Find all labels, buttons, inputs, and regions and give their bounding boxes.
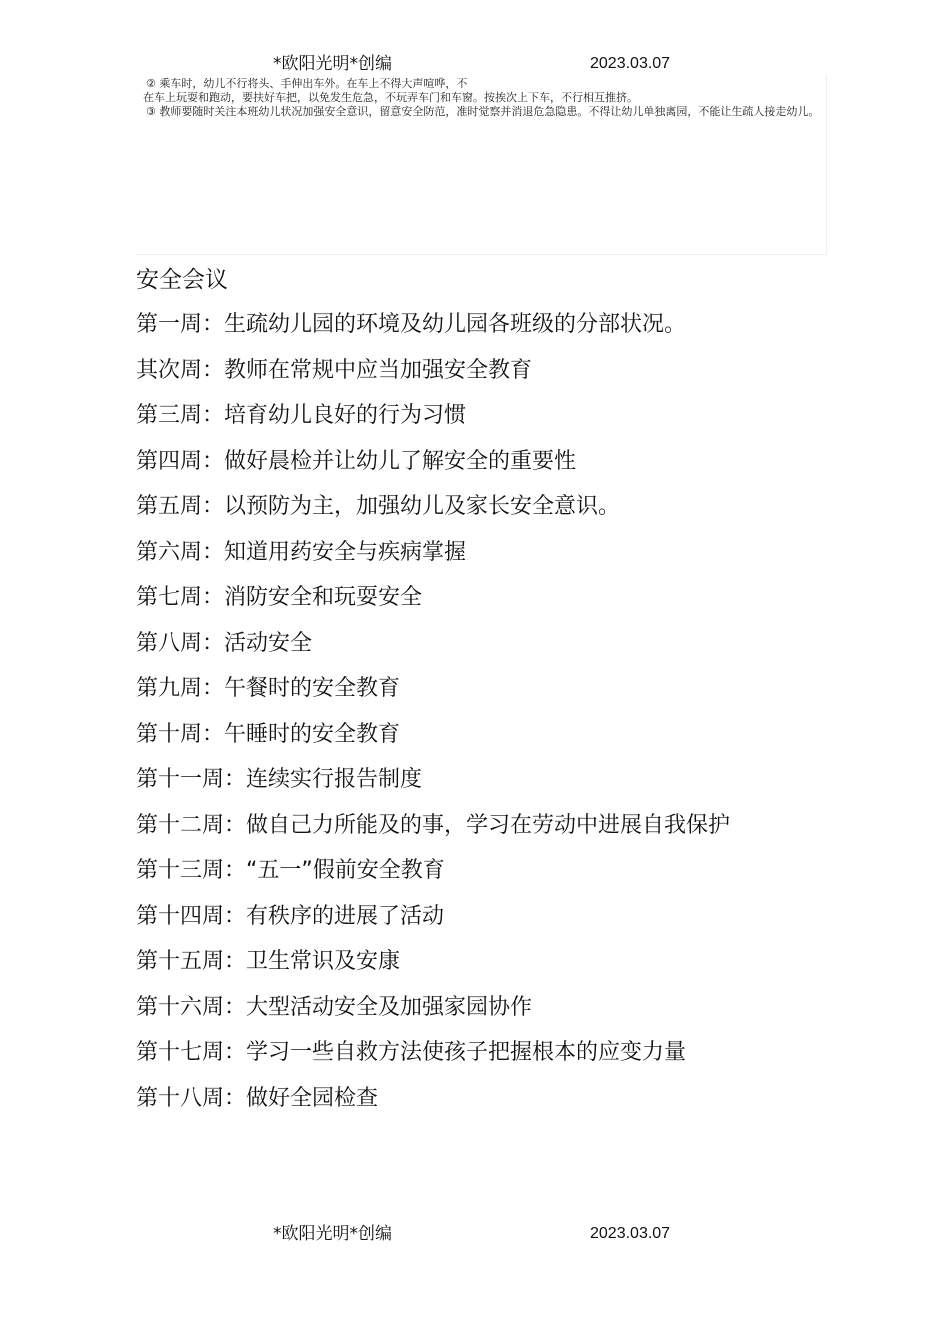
week-item-7: 第七周：消防安全和玩耍安全 <box>136 585 423 610</box>
week-item-15: 第十五周：卫生常识及安康 <box>136 949 401 974</box>
page-footer <box>0 1222 950 1246</box>
week-item-18: 第十八周：做好全园检查 <box>136 1085 379 1111</box>
note-line: 在车上玩耍和跑动，要扶好车把，以免发生危急，不玩弄车门和车窗。按挨次上下车，不行相互推挤。 <box>143 91 638 104</box>
note-line: ② 乘车时，幼儿不行将头、手伸出车外。在车上不得大声喧哗，不 <box>146 77 468 90</box>
week-item-2: 其次周：教师在常规中应当加强安全教育 <box>136 357 533 383</box>
page-header <box>0 52 950 76</box>
header-author: *欧阳光明*创编 <box>273 54 392 74</box>
week-item-4: 第四周：做好晨检并让幼儿了解安全的重要性 <box>136 448 577 474</box>
week-item-1: 第一周：生疏幼儿园的环境及幼儿园各班级的分部状况。 <box>136 312 687 337</box>
week-item-16: 第十六周：大型活动安全及加强家园协作 <box>136 994 533 1020</box>
week-item-9: 第九周：午餐时的安全教育 <box>136 676 401 701</box>
week-item-13: 第十三周：“五一”假前安全教育 <box>136 858 445 883</box>
document-title: 安全会议 <box>136 267 228 293</box>
week-item-3: 第三周：培育幼儿良好的行为习惯 <box>136 403 467 428</box>
week-item-11: 第十一周：连续实行报告制度 <box>136 767 423 792</box>
week-item-14: 第十四周：有秩序的进展了活动 <box>136 903 445 929</box>
week-item-17: 第十七周：学习一些自救方法使孩子把握根本的应变力量 <box>136 1040 687 1065</box>
week-item-10: 第十周：午睡时的安全教育 <box>136 721 401 747</box>
week-list <box>136 310 730 1129</box>
header-date: 2023.03.07 <box>590 55 671 72</box>
week-item-6: 第六周：知道用药安全与疾病掌握 <box>136 539 467 565</box>
week-item-5: 第五周：以预防为主，加强幼儿及家长安全意识。 <box>136 494 621 519</box>
footer-author: *欧阳光明*创编 <box>273 1224 392 1244</box>
note-line: ③ 教师要随时关注本班幼儿状况加强安全意识，留意安全防范，准时觉察并消退危急隐患。不得让幼儿单独离园，不能让生疏人接走幼儿。 <box>146 105 820 118</box>
footer-date: 2023.03.07 <box>590 1225 671 1242</box>
week-item-8: 第八周：活动安全 <box>136 630 313 656</box>
week-item-12: 第十二周：做自己力所能及的事，学习在劳动中进展自我保护 <box>136 812 731 838</box>
